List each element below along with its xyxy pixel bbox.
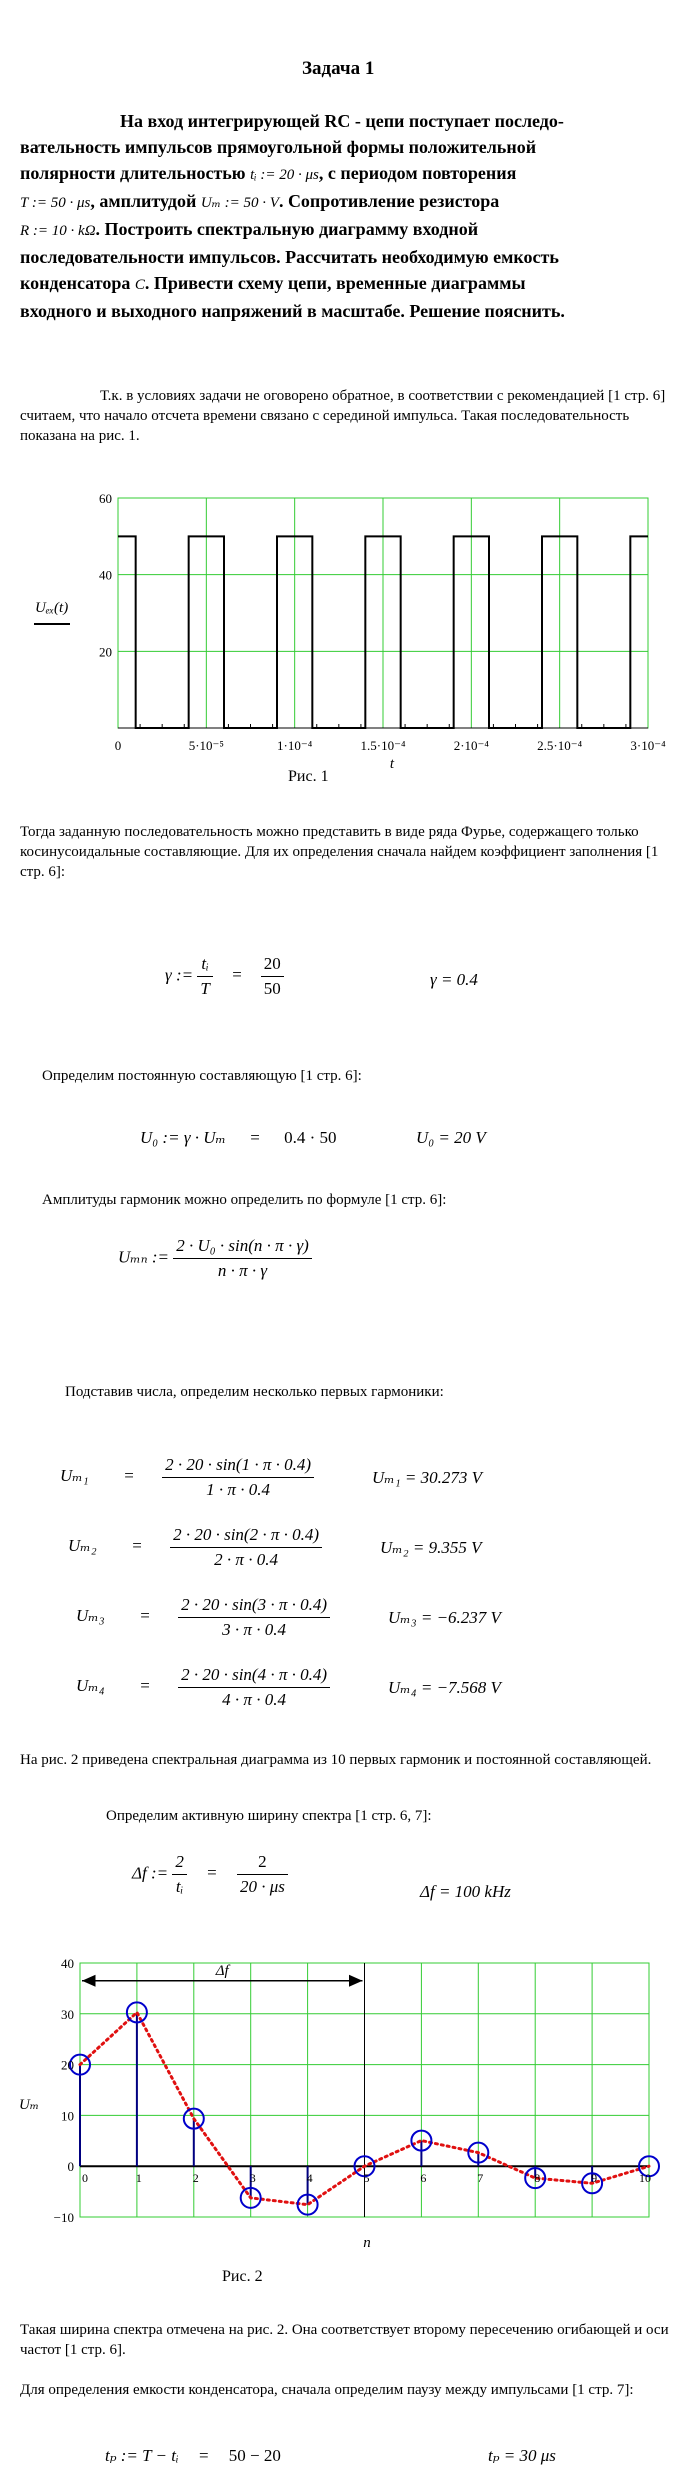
df-definition: Δf := $\frac{2}{\text{tᵢ}}$ = $\frac{2}{20 \cdot \mu s}$ xyxy=(132,1852,288,1897)
fig2-ytick: 20 xyxy=(61,2057,74,2073)
substitution-paragraph: Подставив числа, определим несколько первых гармоники: xyxy=(65,1384,444,1400)
fig2-xtick: 4 xyxy=(306,2171,313,2186)
C-expr: C xyxy=(134,277,145,293)
fig2-ytick: 10 xyxy=(61,2108,74,2124)
fig2-caption: Рис. 2 xyxy=(222,2268,263,2285)
task-line-6: последовательности импульсов. Рассчитать необходимую емкость xyxy=(20,247,559,267)
fourier-paragraph: Тогда заданную последовательность можно представить в виде ряда Фурье, содержащего только косинусоидальные составляющие. Для их определения сначала найдем коэффициент заполнения [1 стр. 6]: xyxy=(20,824,659,880)
intro-paragraph: Т.к. в условиях задачи не оговорено обратное, в соответствии с рекомендацией [1 стр. 6] считаем, что начало отсчета времени связано с серединой импульса. Такая последовательность показана на рис. 1. xyxy=(20,388,666,444)
fig1-ytick: 40 xyxy=(99,567,112,583)
width-paragraph: Определим активную ширину спектра [1 стр. 6, 7]: xyxy=(106,1808,432,1824)
harmonic-4: Uₘ₄ = $\frac{2 \cdot 20 \cdot \sin(4 \cdot \pi \cdot 0.4)}{4 \cdot \pi \cdot 0.4}$ xyxy=(76,1665,330,1710)
harmonic-4-result: Uₘ₄ = −7.568 V xyxy=(388,1678,501,1697)
fig2-xtick: 3 xyxy=(249,2171,256,2186)
harmonic-2-result: Uₘ₂ = 9.355 V xyxy=(380,1538,482,1557)
fig1-xtick: 1.5·10⁻⁴ xyxy=(360,738,406,753)
fig2-xtick: 2 xyxy=(192,2171,199,2186)
harmonics-paragraph: Амплитуды гармоник можно определить по формуле [1 стр. 6]: xyxy=(42,1192,447,1208)
T-expr: T := 50 · μs xyxy=(20,195,91,211)
task-statement xyxy=(20,108,680,324)
harmonic-3-result: Uₘ₃ = −6.237 V xyxy=(388,1608,501,1627)
fig2-xtick: 8 xyxy=(534,2171,541,2186)
umn-formula: Uₘₙ := $\frac{\text{2 · U₀ · sin(n · π · γ)}}{n \cdot \pi \cdot \gamma}$ xyxy=(118,1236,312,1281)
task-line-4: T := 50 · μs, амплитудой Uₘ := 50 · V. Сопротивление резистора xyxy=(20,191,500,211)
task-line-8: входного и выходного напряжений в масштабе. Решение пояснить. xyxy=(20,301,565,321)
tp-definition: tₚ := T − tᵢ = 50 − 20 xyxy=(105,2446,281,2465)
fig1-ytick: 20 xyxy=(99,644,112,660)
fig2-ytick: −10 xyxy=(53,2210,74,2225)
fig2-ylabel: Uₘ xyxy=(19,2097,40,2113)
conclusion-paragraph: Такая ширина спектра отмечена на рис. 2. Она соответствует второму пересечению огибающей и оси частот [1 стр. 6]. xyxy=(20,2322,669,2358)
fig2-xtick: 1 xyxy=(135,2171,142,2186)
fig2-ytick: 40 xyxy=(61,1956,74,1971)
df-result: Δf = 100 kHz xyxy=(420,1882,511,1901)
gamma-definition: γ := $\frac{\text{tᵢ}}{T}$ = $\frac{20}{50}$ xyxy=(165,954,284,999)
fig1-xtick: 2·10⁻⁴ xyxy=(453,738,489,753)
fig1-ylabel: Uₑₓ(t) xyxy=(35,600,69,616)
fig1-xtick: 0 xyxy=(114,738,122,753)
fig2-xtick: 6 xyxy=(420,2171,427,2186)
fig1-xtick: 2.5·10⁻⁴ xyxy=(537,738,583,753)
tp-result: tₚ = 30 μs xyxy=(488,2446,556,2465)
fig1-xtick: 5·10⁻⁵ xyxy=(188,738,224,753)
dc-paragraph: Определим постоянную составляющую [1 стр. 6]: xyxy=(42,1068,362,1084)
fig1-grid xyxy=(118,498,648,728)
fig1-xlabel: t xyxy=(389,756,395,770)
gamma-result: γ = 0.4 xyxy=(430,970,478,989)
fig1-caption: Рис. 1 xyxy=(288,768,329,785)
page-title: Задача 1 xyxy=(302,58,375,79)
spectrum-chart xyxy=(15,1955,680,2275)
fig2-df-label: Δf xyxy=(215,1962,229,1979)
fig2-paragraph: На рис. 2 приведена спектральная диаграмма из 10 первых гармоник и постоянной составляющей. xyxy=(20,1752,652,1768)
fig2-xtick: 10 xyxy=(639,2171,651,2186)
fig1-ytick: 60 xyxy=(99,491,112,506)
fig1-xtick: 3·10⁻⁴ xyxy=(630,738,666,753)
fig2-df-annotation xyxy=(82,1963,363,1981)
fig2-ytick: 0 xyxy=(67,2159,74,2175)
R-expr: R := 10 · kΩ xyxy=(20,223,96,239)
fig1-xtick: 1·10⁻⁴ xyxy=(277,738,313,753)
harmonic-1: Uₘ₁ = $\frac{2 \cdot 20 \cdot \sin(1 \cdot \pi \cdot 0.4)}{1 \cdot \pi \cdot 0.4}$ xyxy=(60,1455,314,1500)
u0-definition: U₀ := γ · Uₘ = 0.4 · 50 xyxy=(140,1128,337,1147)
pulse-train-chart xyxy=(20,480,680,770)
task-line-1: На вход интегрирующей RC - цепи поступает последо- xyxy=(120,111,564,131)
harmonic-2: Uₘ₂ = $\frac{2 \cdot 20 \cdot \sin(2 \cdot \pi \cdot 0.4)}{2 \cdot \pi \cdot 0.4}$ xyxy=(68,1525,322,1570)
fig2-xlabel: n xyxy=(363,2235,371,2251)
fig2-ticks xyxy=(54,1956,651,2225)
harmonic-1-result: Uₘ₁ = 30.273 V xyxy=(372,1468,482,1487)
task-line-7: конденсатора C. Привести схему цепи, временные диаграммы xyxy=(20,273,526,293)
fig2-ytick: 30 xyxy=(61,2006,74,2022)
fig2-xtick: 9 xyxy=(591,2171,598,2186)
harmonic-3: Uₘ₃ = $\frac{2 \cdot 20 \cdot \sin(3 \cdot \pi \cdot 0.4)}{3 \cdot \pi \cdot 0.4}$ xyxy=(76,1595,330,1640)
ti-expr: tᵢ := 20 · μs xyxy=(250,167,319,183)
pause-paragraph: Для определения емкости конденсатора, сначала определим паузу между импульсами [1 стр. 7]: xyxy=(20,2382,634,2398)
fig2-xtick: 7 xyxy=(477,2171,484,2186)
task-line-5: R := 10 · kΩ. Построить спектральную диаграмму входной xyxy=(20,219,479,239)
Um-expr: Uₘ := 50 · V xyxy=(200,195,279,211)
task-line-2: вательность импульсов прямоугольной формы положительной xyxy=(20,137,537,157)
task-line-3: полярности длительностью tᵢ := 20 · μs, с периодом повторения xyxy=(20,163,517,183)
fig2-xtick: 0 xyxy=(82,2171,88,2186)
u0-result: U₀ = 20 V xyxy=(416,1128,486,1147)
fig2-xtick: 5 xyxy=(363,2171,370,2186)
